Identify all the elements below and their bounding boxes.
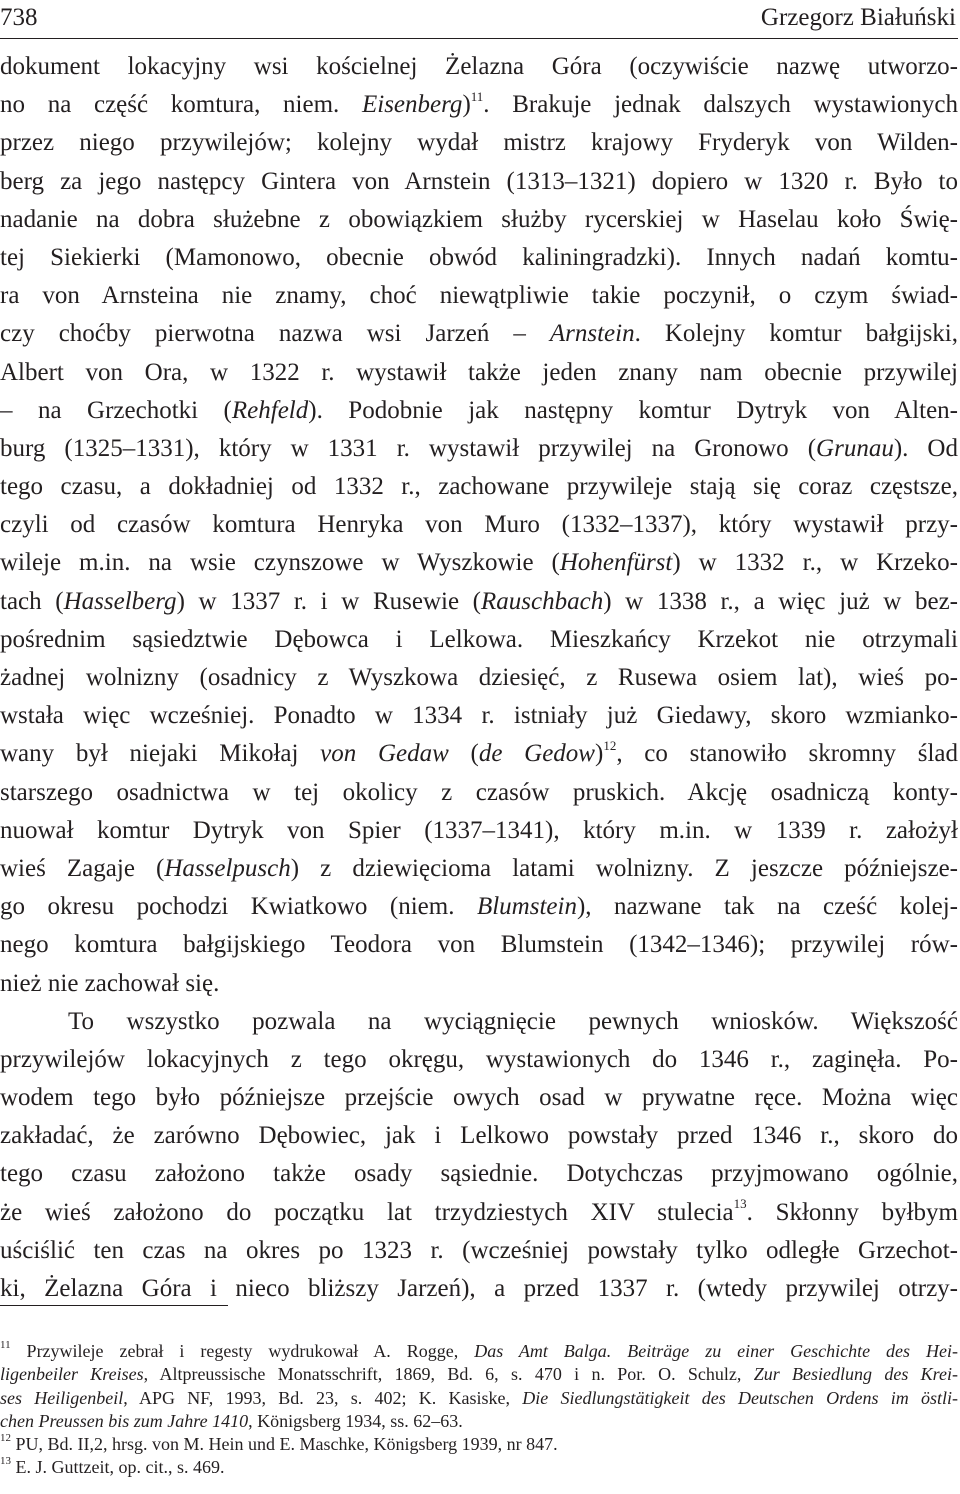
body-line bbox=[0, 888, 958, 926]
body-line bbox=[0, 239, 958, 277]
body-line bbox=[0, 1041, 958, 1079]
text-run: tej Siekierki (Mamonowo, obecnie obwód kaliningradzki). Innych nadań komtu- bbox=[0, 243, 958, 271]
text-run: ), nazwane tak na cześć kolej- bbox=[576, 893, 958, 921]
footnote-line bbox=[0, 1433, 958, 1456]
text-run: To wszystko pozwala na wyciągnięcie pewnych wniosków. Większość bbox=[68, 1007, 958, 1035]
italic-text: Hasselpusch bbox=[164, 854, 291, 882]
text-run: przez niego przywilejów; kolejny wydał mistrz krajowy Fryderyk von Wilden- bbox=[0, 129, 958, 157]
text-run: ( bbox=[448, 740, 479, 768]
running-head-author: Grzegorz Białuński bbox=[760, 4, 956, 31]
footnote-line bbox=[0, 1410, 958, 1433]
body-line bbox=[0, 1003, 958, 1041]
text-run: wieś Zagaje ( bbox=[0, 854, 165, 882]
text-run: Albert von Ora, w 1322 r. wystawił także jeden znany nam obecnie przywilej bbox=[0, 358, 958, 386]
italic-text: Das Amt Balga. Beiträge zu einer Geschichte des Hei- bbox=[474, 1341, 958, 1361]
body-line bbox=[0, 1194, 958, 1232]
body-line bbox=[0, 1232, 958, 1270]
body-line bbox=[0, 430, 958, 468]
body-line bbox=[0, 965, 958, 1003]
footnote-line bbox=[0, 1387, 958, 1410]
text-run: , Altpreussische Monatsschrift, 1869, Bd. 6, s. 470 i n. Por. O. Schulz, bbox=[143, 1364, 754, 1385]
text-run: go okresu pochodzi Kwiatkowo (niem. bbox=[0, 893, 477, 921]
text-run: ) z dziewięcioma latami wolnizny. Z jeszcze późniejsze- bbox=[290, 854, 958, 882]
text-run: tego czasu założono także osady sąsiednie. Dotychczas przyjmowano ogólnie, bbox=[0, 1160, 958, 1188]
italic-text: Rehfeld bbox=[231, 396, 309, 424]
text-run: . Skłonny byłbym bbox=[746, 1198, 958, 1226]
text-run: nego komtura bałgijskiego Teodora von Blumstein (1342–1346); przywilej rów- bbox=[0, 931, 958, 959]
body-line bbox=[0, 48, 958, 86]
text-run: dokument lokacyjny wsi kościelnej Żelazna Góra (oczywiście nazwę utworzo- bbox=[0, 53, 958, 80]
body-line bbox=[0, 315, 958, 353]
text-run: , Königsberg 1934, ss. 62–63. bbox=[248, 1410, 463, 1431]
body-line bbox=[0, 163, 958, 201]
footnote-separator bbox=[0, 1305, 228, 1306]
text-run: uściślić ten czas na okres po 1323 r. (wcześniej powstały tylko odległe Grzechot- bbox=[0, 1236, 958, 1264]
body-line bbox=[0, 1270, 958, 1308]
text-run: no na część komtura, niem. bbox=[0, 91, 362, 119]
text-run: że wieś założono do początku lat trzydziestych XIV stulecia bbox=[0, 1198, 734, 1226]
body-line bbox=[0, 277, 958, 315]
body-line bbox=[0, 697, 958, 735]
body-line bbox=[0, 1155, 958, 1193]
footnote-ref: 12 bbox=[603, 738, 617, 754]
text-run: pośrednim sąsiedztwie Dębowca i Lelkowa. Mieszkańcy Krzekot nie otrzymali bbox=[0, 625, 958, 653]
text-run: wodem tego było późniejsze przejście owych osad w prywatne ręce. Można więc bbox=[0, 1084, 958, 1112]
text-run: ) bbox=[594, 740, 604, 768]
text-run: wileje m.in. na wsie czynszowe w Wyszkowie ( bbox=[0, 549, 560, 577]
text-run: – na Grzechotki ( bbox=[0, 396, 232, 424]
body-line bbox=[0, 1079, 958, 1117]
text-run: Przywileje zebrał i regesty wydrukował A. Rogge, bbox=[10, 1341, 475, 1361]
footnote-ref: 11 bbox=[0, 1339, 11, 1351]
italic-text: Arnstein bbox=[549, 320, 635, 348]
body-line bbox=[0, 926, 958, 964]
footnote-ref: 13 bbox=[733, 1196, 747, 1212]
body-line bbox=[0, 850, 958, 888]
italic-text: Grunau bbox=[816, 434, 894, 462]
text-run: ) bbox=[462, 91, 471, 119]
body-line bbox=[0, 392, 958, 430]
body-line bbox=[0, 1117, 958, 1155]
text-run: przywilejów lokacyjnych z tego okręgu, wystawionych do 1346 r., zaginęła. Po- bbox=[0, 1045, 958, 1073]
text-run: ) w 1337 r. i w Rusewie ( bbox=[176, 587, 481, 615]
body-line bbox=[0, 774, 958, 812]
text-run: nież nie zachował się. bbox=[0, 969, 220, 997]
body-line bbox=[0, 124, 958, 162]
page-number: 738 bbox=[0, 4, 38, 31]
text-run: ) w 1332 r., w Krzeko- bbox=[672, 549, 958, 577]
text-run: czy choćby pierwotna nazwa wsi Jarzeń – bbox=[0, 320, 550, 348]
italic-text: de Gedow bbox=[478, 740, 595, 768]
text-run: E. J. Guttzeit, op. cit., s. 469. bbox=[11, 1457, 225, 1478]
footnote-line bbox=[0, 1363, 958, 1386]
text-run: ). Podobnie jak następny komtur Dytryk von Alten- bbox=[308, 396, 958, 424]
text-run: wany był niejaki Mikołaj bbox=[0, 740, 321, 768]
text-run: wstała więc wcześniej. Ponadto w 1334 r. istniały już Giedawy, skoro wzmianko- bbox=[0, 702, 958, 730]
italic-text: Hohenfürst bbox=[559, 549, 673, 577]
text-run: ki, Żelazna Góra i nieco bliższy Jarzeń), a przed 1337 r. (wtedy przywilej otrzy- bbox=[0, 1275, 958, 1302]
text-run: nadanie na dobra służebne z obowiązkiem służby rycerskiej w Haselau koło Świę- bbox=[0, 205, 958, 233]
body-line bbox=[0, 506, 958, 544]
text-run: ra von Arnsteina nie znamy, choć niewątpliwie takie poczynił, o czym świad- bbox=[0, 282, 958, 310]
italic-text: Eisenberg bbox=[361, 91, 463, 119]
body-line bbox=[0, 812, 958, 850]
italic-text: chen Preussen bis zum Jahre 1410 bbox=[0, 1410, 249, 1431]
page-header bbox=[0, 2, 958, 39]
body-line bbox=[0, 201, 958, 239]
text-run: tach ( bbox=[0, 587, 64, 615]
footnote-line bbox=[0, 1456, 958, 1479]
footnote-ref: 13 bbox=[0, 1455, 11, 1468]
footnote-line bbox=[0, 1340, 958, 1363]
italic-text: Rauschbach bbox=[481, 587, 604, 615]
text-run: berg za jego następcy Gintera von Arnstein (1313–1321) dopiero w 1320 r. Było to bbox=[0, 167, 958, 195]
text-run: . Kolejny komtur bałgijski, bbox=[634, 320, 959, 348]
text-run: żadnej wolnizny (osadnicy z Wyszkowa dziesięć, z Rusewa osiem lat), wieś po- bbox=[0, 664, 958, 691]
italic-text: von Gedaw bbox=[320, 740, 449, 768]
text-run: nuował komtur Dytryk von Spier (1337–1341), który m.in. w 1339 r. założył bbox=[0, 816, 958, 844]
body-line bbox=[0, 621, 958, 659]
italic-text: Zur Besiedlung des Krei- bbox=[753, 1364, 958, 1385]
footnotes bbox=[0, 1340, 958, 1480]
body-line bbox=[0, 735, 958, 773]
text-run: tego czasu, a dokładniej od 1332 r., zachowane przywileje stają się coraz częstsze, bbox=[0, 473, 958, 501]
italic-text: Die Siedlungstätigkeit des Deutschen Ordens im östli- bbox=[522, 1387, 958, 1408]
text-run: PU, Bd. II,2, hrsg. von M. Hein und E. Maschke, Königsberg 1939, nr 847. bbox=[11, 1434, 558, 1455]
body-line bbox=[0, 468, 958, 506]
text-run: zakładać, że zarówno Dębowiec, jak i Lelkowo powstały przed 1346 r., skoro do bbox=[0, 1122, 958, 1150]
text-run: ). Od bbox=[893, 434, 958, 462]
footnote-ref: 11 bbox=[470, 88, 484, 104]
text-run: burg (1325–1331), który w 1331 r. wystawił przywilej na Gronowo ( bbox=[0, 434, 817, 462]
body-line bbox=[0, 544, 958, 582]
italic-text: Hasselberg bbox=[63, 587, 177, 615]
text-run: starszego osadnictwa w tej okolicy z czasów pruskich. Akcję osadniczą konty- bbox=[0, 778, 958, 806]
text-run: . Brakuje jednak dalszych wystawionych bbox=[483, 91, 958, 119]
italic-text: ses Heiligenbeil bbox=[0, 1387, 124, 1408]
body-line bbox=[0, 86, 958, 124]
text-run: , APG NF, 1993, Bd. 23, s. 402; K. Kasiske, bbox=[123, 1387, 523, 1408]
italic-text: ligenbeiler Kreises bbox=[0, 1364, 144, 1385]
text-run: , co stanowiło skromny ślad bbox=[616, 740, 959, 768]
body-line bbox=[0, 354, 958, 392]
footnote-ref: 12 bbox=[0, 1432, 11, 1445]
body-text bbox=[0, 48, 958, 1308]
text-run: czyli od czasów komtura Henryka von Muro (1332–1337), który wystawił przy- bbox=[0, 511, 958, 539]
body-line bbox=[0, 583, 958, 621]
text-run: ) w 1338 r., a więc już w bez- bbox=[603, 587, 959, 615]
body-line bbox=[0, 659, 958, 697]
italic-text: Blumstein bbox=[476, 893, 577, 921]
